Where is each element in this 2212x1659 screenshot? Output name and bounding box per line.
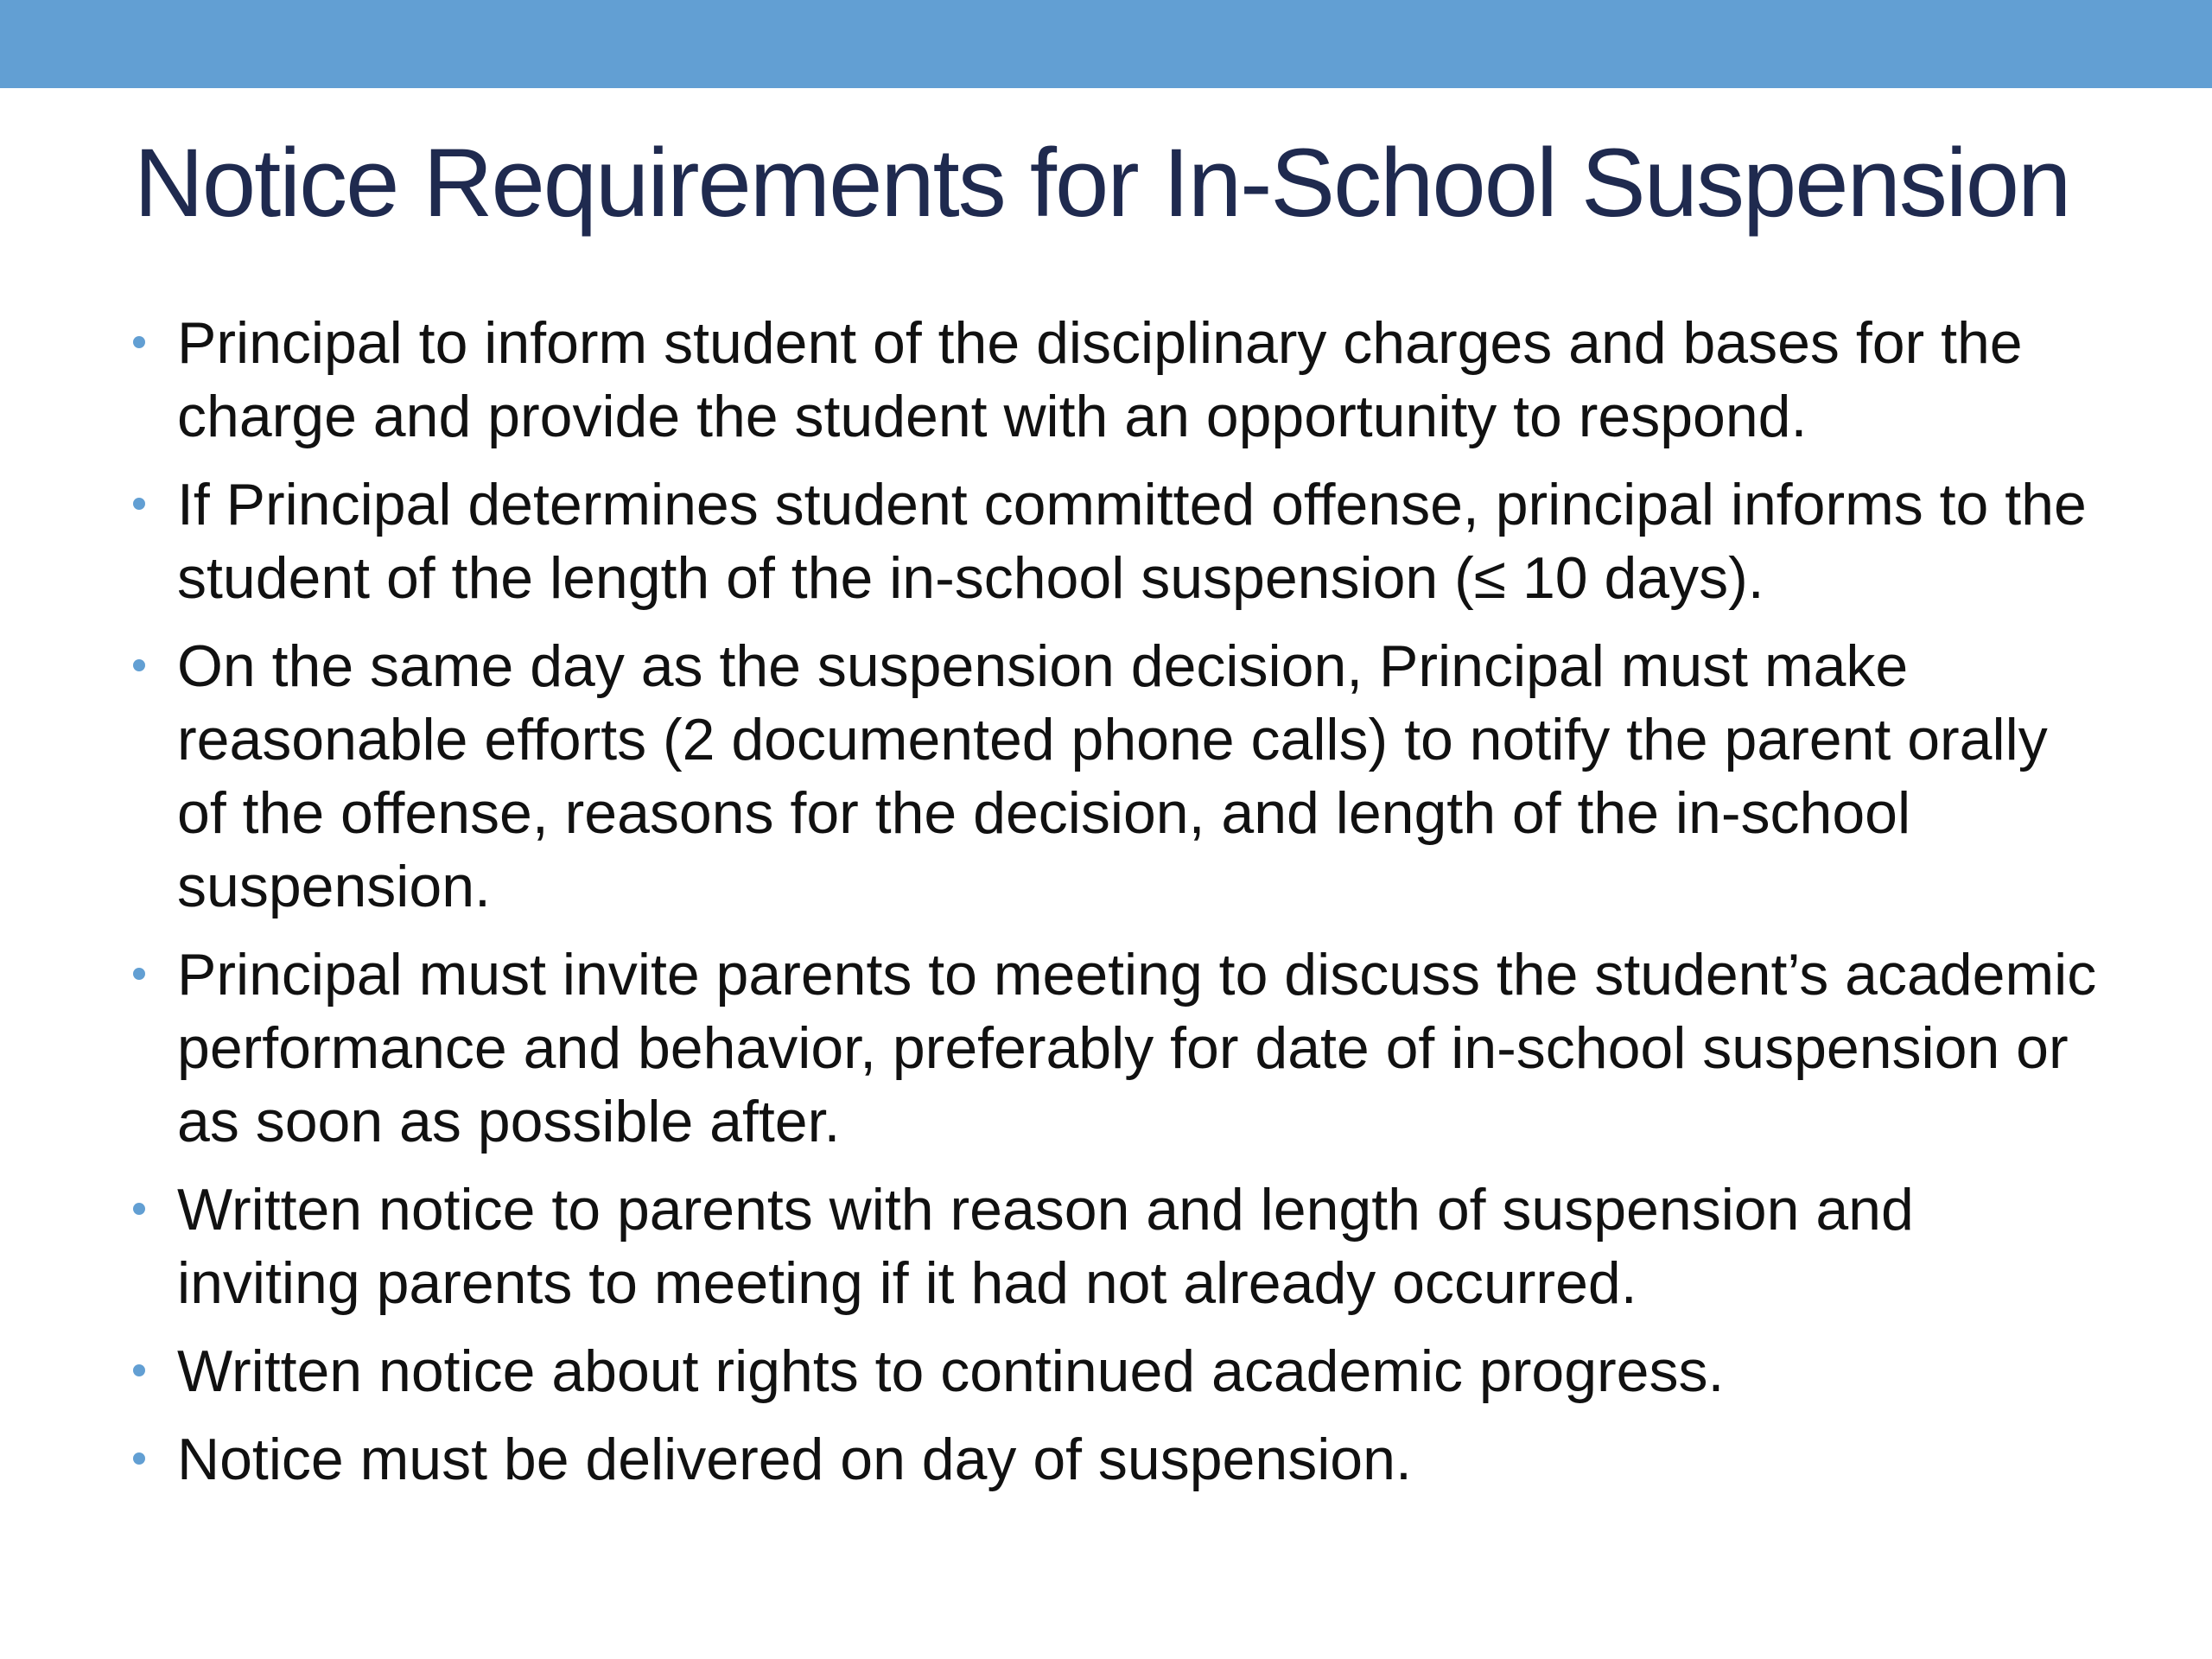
bullet-item [0, 1423, 2212, 1497]
slide-title: Notice Requirements for In-School Suspension [134, 129, 2070, 237]
bullet-text: Notice must be delivered on day of suspension. [177, 1427, 1412, 1492]
bullet-item [0, 468, 2212, 615]
bullet-text: Principal to inform student of the disciplinary charges and bases for the charge and provide the student with an opportunity to respond. [177, 310, 2023, 449]
bullet-text: On the same day as the suspension decision, Principal must make reasonable efforts (2 documented phone calls) to notify the parent orally of the offense, reasons for the decision, and length of the in-school suspension. [177, 633, 2048, 919]
bullet-text: Written notice to parents with reason and length of suspension and inviting parents to meeting if it had not already occurred. [177, 1177, 1914, 1316]
bullet-dot-icon [133, 659, 145, 671]
bullet-item [0, 938, 2212, 1159]
bullet-dot-icon [133, 1364, 145, 1376]
bullet-item [0, 1335, 2212, 1408]
header-accent-band [0, 0, 2212, 88]
bullet-dot-icon [133, 1452, 145, 1465]
bullet-dot-icon [133, 336, 145, 348]
bullet-list [0, 307, 2212, 1511]
bullet-dot-icon [133, 498, 145, 510]
bullet-text: Written notice about rights to continued academic progress. [177, 1338, 1725, 1404]
bullet-item [0, 307, 2212, 454]
bullet-dot-icon [133, 968, 145, 980]
bullet-dot-icon [133, 1203, 145, 1215]
bullet-item [0, 1173, 2212, 1320]
bullet-text: Principal must invite parents to meeting to discuss the student’s academic performance and behavior, preferably for date of in-school suspension or as soon as possible after. [177, 942, 2097, 1154]
bullet-text: If Principal determines student committed offense, principal informs to the student of the length of the in-school suspension (≤ 10 days). [177, 472, 2087, 611]
bullet-item [0, 630, 2212, 924]
